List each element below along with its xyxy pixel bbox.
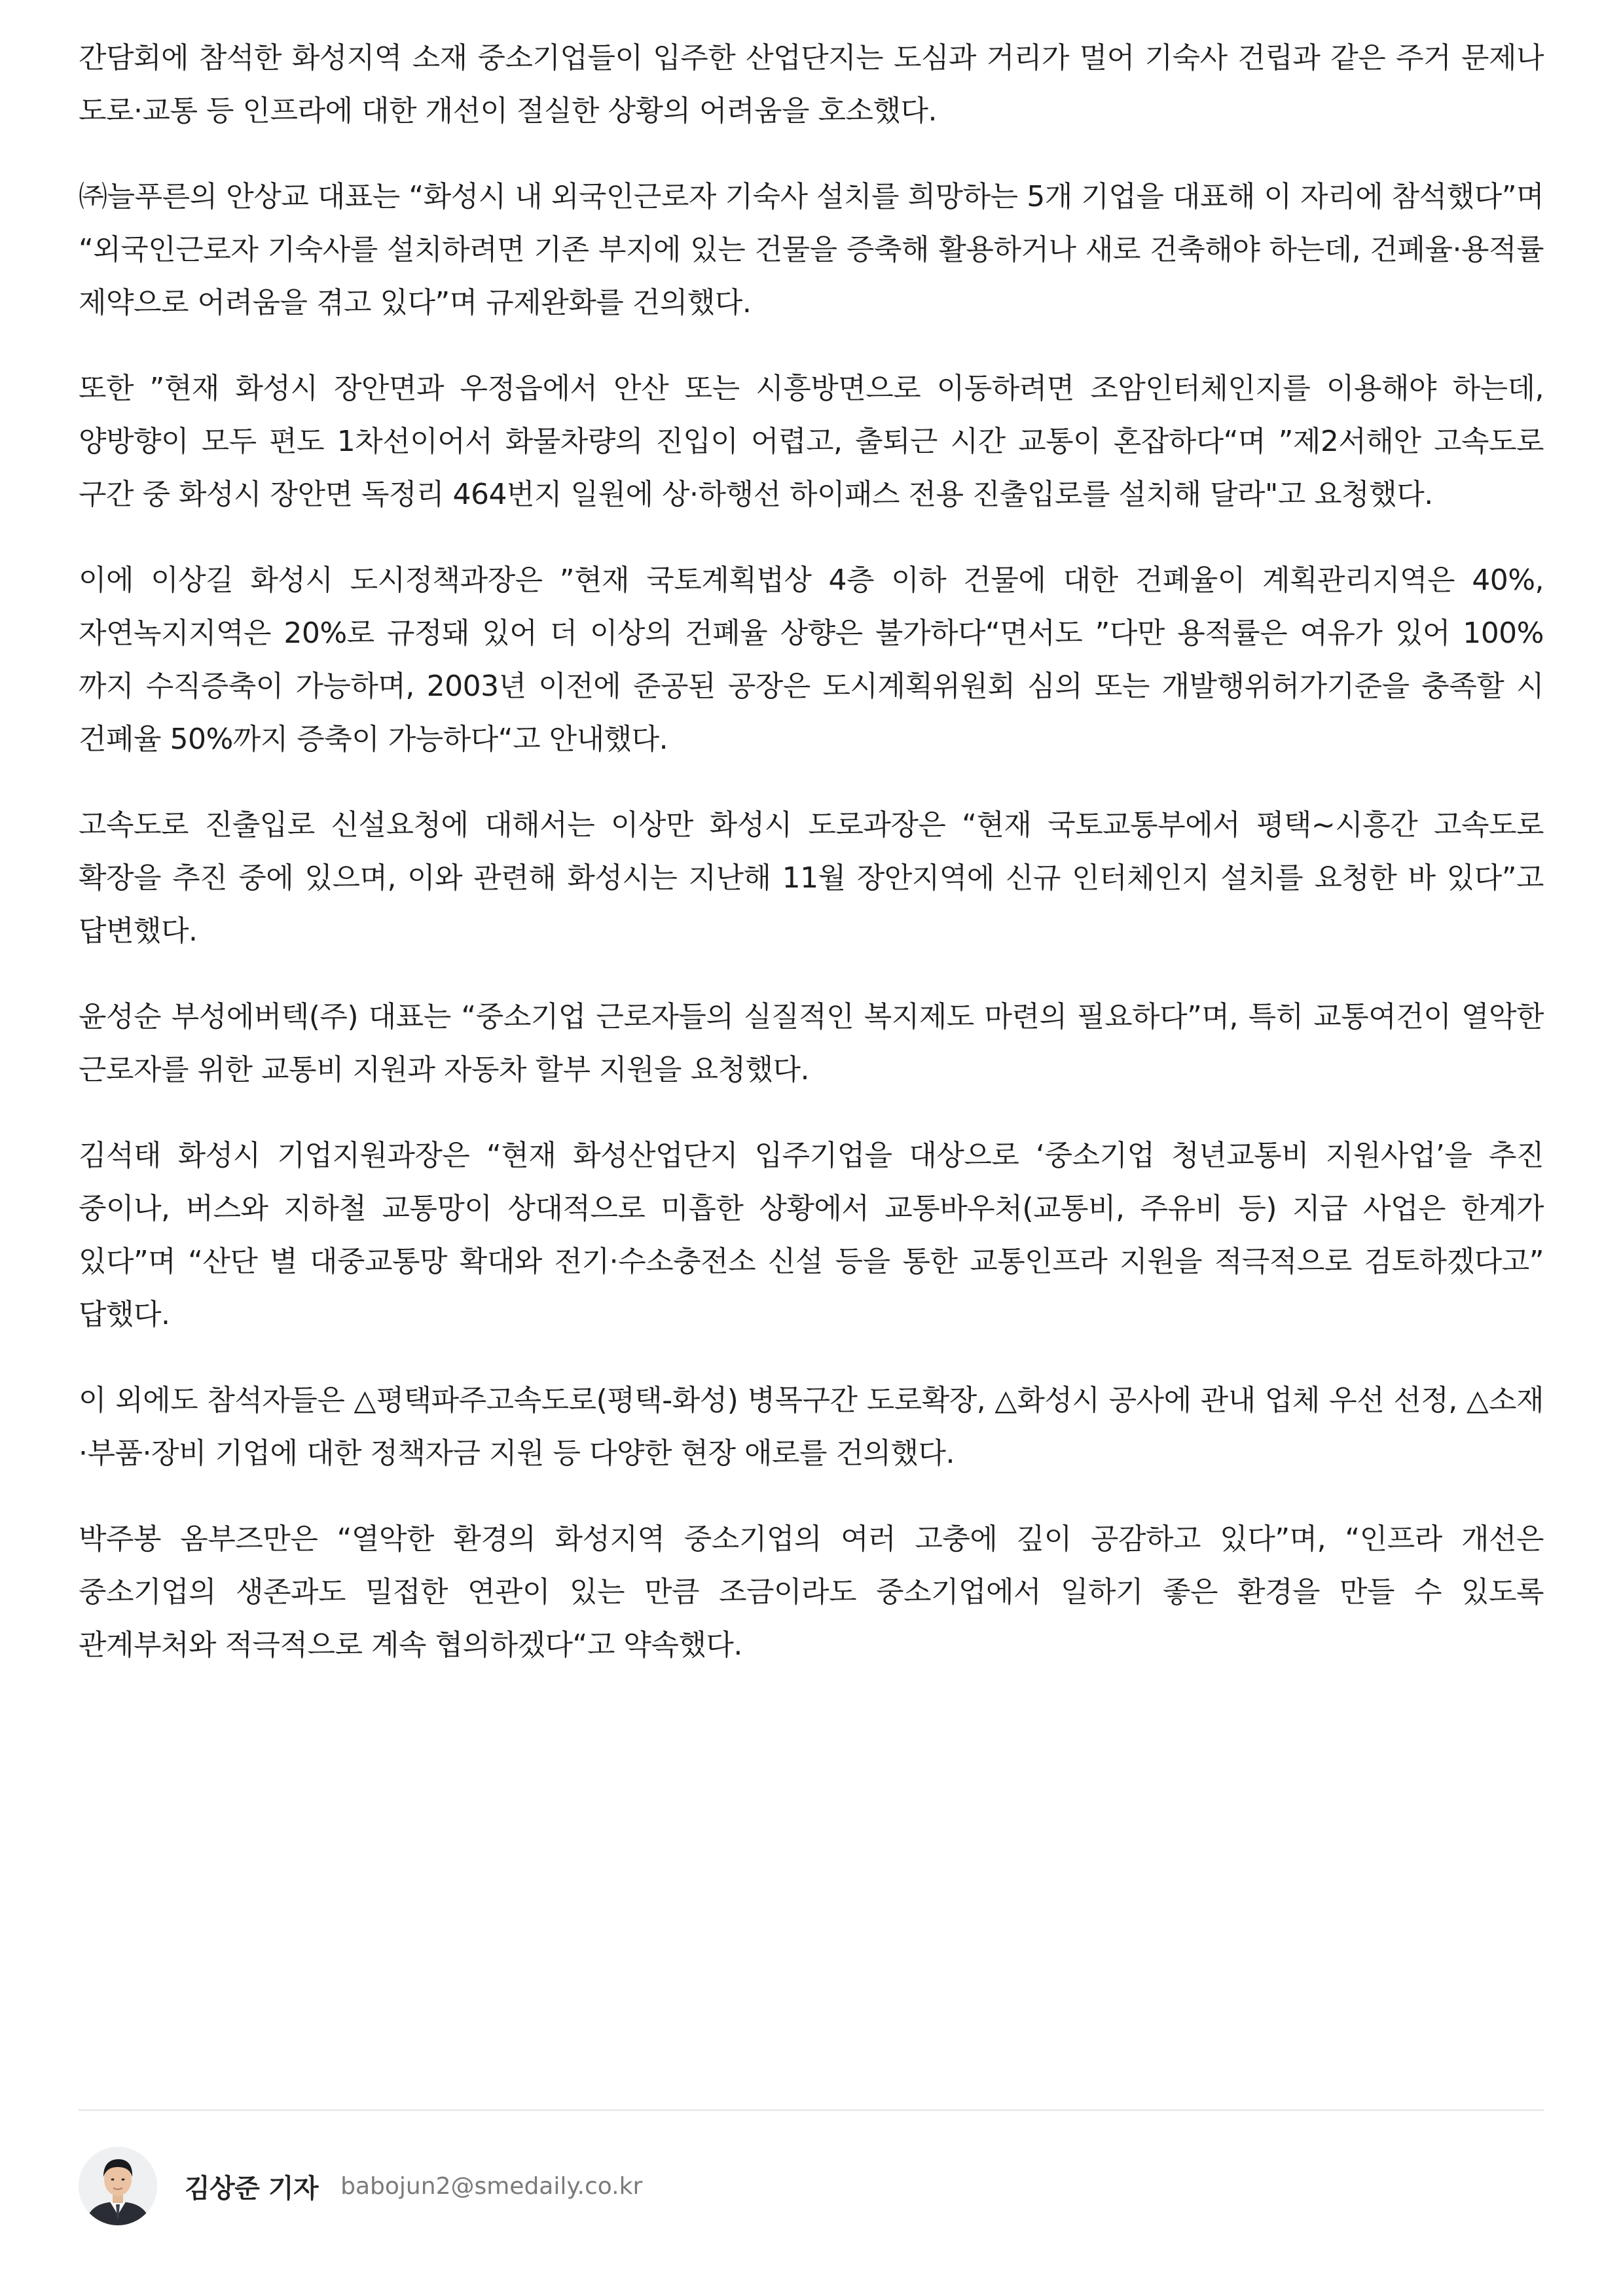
byline-divider xyxy=(79,2109,1544,2111)
reporter-email[interactable]: babojun2@smedaily.co.kr xyxy=(340,2172,643,2200)
article-paragraph: 또한 ”현재 화성시 장안면과 우정읍에서 안산 또는 시흥방면으로 이동하려면 조암인터체인지를 이용해야 하는데, 양방향이 모두 편도 1차선이어서 화물차량의 진입이 어렵고, 출퇴근 시간 교통이 혼잡하다“며 ”제2서해안 고속도로 구간 중 화성시 장안면 독정리 464번지 일원에 상·하행선 하이패스 전용 진출입로를 설치해 달라"고 요청했다. xyxy=(79,372,1544,511)
article-paragraph: 고속도로 진출입로 신설요청에 대해서는 이상만 화성시 도로과장은 “현재 국토교통부에서 평택~시흥간 고속도로 확장을 추진 중에 있으며, 이와 관련해 화성시는 지난해 11월 장안지역에 신규 인터체인지 설치를 요청한 바 있다”고 답변했다. xyxy=(79,808,1544,948)
article-paragraph: 간담회에 참석한 화성지역 소재 중소기업들이 입주한 산업단지는 도심과 거리가 멀어 기숙사 건립과 같은 주거 문제나 도로·교통 등 인프라에 대한 개선이 절실한 상황의 어려움을 호소했다. xyxy=(79,41,1544,128)
article-paragraph: 윤성순 부성에버텍(주) 대표는 “중소기업 근로자들의 실질적인 복지제도 마련의 필요하다”며, 특히 교통여건이 열악한 근로자를 위한 교통비 지원과 자동차 할부 지원을 요청했다. xyxy=(79,1000,1544,1086)
article-body xyxy=(79,31,1544,1704)
article-paragraph: 김석태 화성시 기업지원과장은 “현재 화성산업단지 입주기업을 대상으로 ‘중소기업 청년교통비 지원사업’을 추진 중이나, 버스와 지하철 교통망이 상대적으로 미흡한 상황에서 교통바우처(교통비, 주유비 등) 지급 사업은 한계가 있다”며 “산단 별 대중교통망 확대와 전기·수소충전소 신설 등을 통한 교통인프라 지원을 적극적으로 검토하겠다고” 답했다. xyxy=(79,1139,1544,1331)
reporter-photo-icon xyxy=(79,2147,157,2225)
reporter-byline xyxy=(79,2145,642,2227)
reporter-avatar[interactable] xyxy=(79,2147,157,2225)
article-paragraph: 이에 이상길 화성시 도시정책과장은 ”현재 국토계획법상 4층 이하 건물에 대한 건폐율이 계획관리지역은 40%, 자연녹지지역은 20%로 규정돼 있어 더 이상의 건폐율 상향은 불가하다“면서도 ”다만 용적률은 여유가 있어 100%까지 수직증축이 가능하며, 2003년 이전에 준공된 공장은 도시계획위원회 심의 또는 개발행위허가기준을 충족할 시 건폐율 50%까지 증축이 가능하다“고 안내했다. xyxy=(79,564,1544,756)
article-paragraph: 박주봉 옴부즈만은 “열악한 환경의 화성지역 중소기업의 여러 고충에 깊이 공감하고 있다”며, “인프라 개선은 중소기업의 생존과도 밀접한 연관이 있는 만큼 조금이라도 중소기업에서 일하기 좋은 환경을 만들 수 있도록 관계부처와 적극적으로 계속 협의하겠다“고 약속했다. xyxy=(79,1522,1544,1662)
article-paragraph: 이 외에도 참석자들은 △평택파주고속도로(평택-화성) 병목구간 도로확장, △화성시 공사에 관내 업체 우선 선정, △소재·부품·장비 기업에 대한 정책자금 지원 등 다양한 현장 애로를 건의했다. xyxy=(79,1384,1544,1470)
reporter-name[interactable]: 김상준 기자 xyxy=(185,2173,319,2204)
article-paragraph: ㈜늘푸른의 안상교 대표는 “화성시 내 외국인근로자 기숙사 설치를 희망하는 5개 기업을 대표해 이 자리에 참석했다”며 “외국인근로자 기숙사를 설치하려면 기존 부지에 있는 건물을 증축해 활용하거나 새로 건축해야 하는데, 건폐율·용적률 제약으로 어려움을 겪고 있다”며 규제완화를 건의했다. xyxy=(79,180,1544,319)
